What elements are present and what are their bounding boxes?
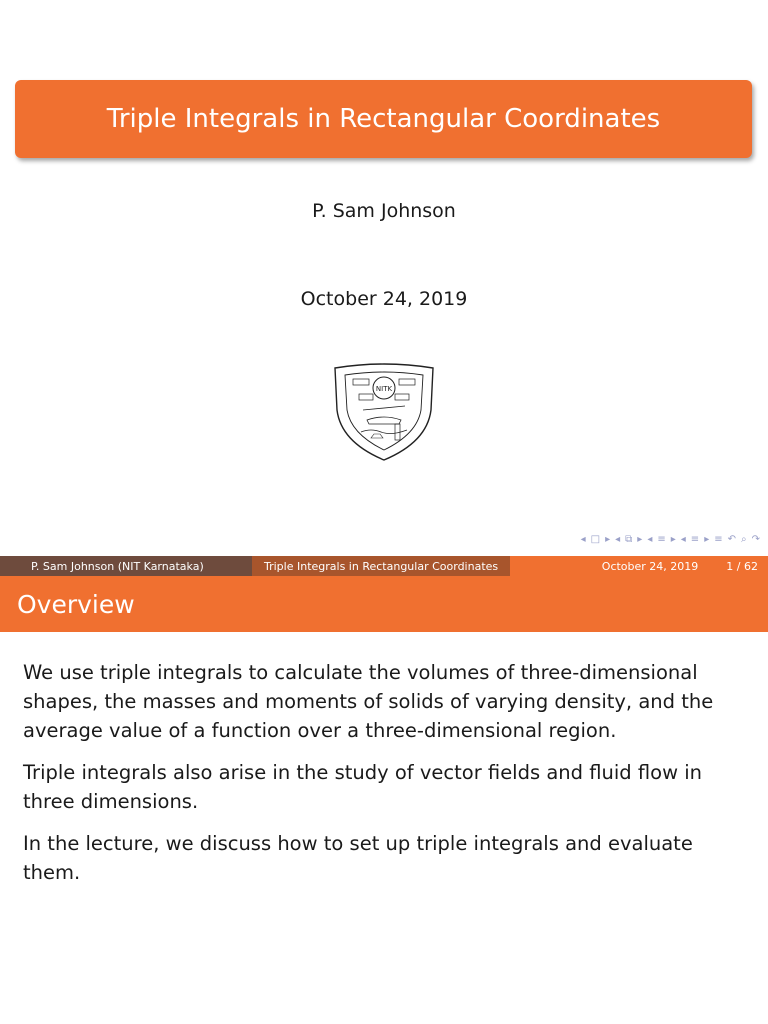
nav-align-icon[interactable]: ≡	[714, 534, 723, 545]
nav-right-icon[interactable]: ▸	[670, 534, 676, 545]
overview-slide	[0, 576, 768, 1024]
footer-date: October 24, 2019	[601, 559, 699, 573]
nav-right-icon[interactable]: ▸	[605, 534, 611, 545]
paragraph: In the lecture, we discuss how to set up triple integrals and evaluate them.	[23, 832, 693, 884]
nav-right-icon[interactable]: ▸	[637, 534, 643, 545]
nav-frame-icon[interactable]: □	[590, 534, 601, 545]
nav-right-icon[interactable]: ▸	[704, 534, 710, 545]
frame-title: Overview	[17, 589, 135, 619]
paragraph: Triple integrals also arise in the study of vector fields and fluid flow in three dimensions.	[23, 761, 702, 813]
presentation-title: Triple Integrals in Rectangular Coordinates	[106, 104, 661, 134]
beamer-navigation[interactable]	[581, 534, 760, 545]
page-number: 1 / 62	[726, 559, 758, 573]
nav-search-icon[interactable]: ⌕	[741, 534, 747, 545]
nav-left-icon[interactable]: ◂	[647, 534, 653, 545]
svg-text:NITK: NITK	[375, 385, 393, 393]
footer-title: Triple Integrals in Rectangular Coordinates	[264, 559, 499, 573]
nav-left-icon[interactable]: ◂	[615, 534, 621, 545]
footer-author: P. Sam Johnson (NIT Karnataka)	[31, 559, 204, 573]
presentation-date: October 24, 2019	[300, 288, 468, 310]
nav-subsection-icon[interactable]: ⧉	[625, 534, 633, 545]
nav-section-icon[interactable]: ≡	[657, 534, 666, 545]
nav-left-icon[interactable]: ◂	[580, 534, 586, 545]
nav-redo-icon[interactable]: ↷	[751, 534, 760, 545]
slide-body	[23, 658, 753, 900]
nitk-crest-icon	[331, 362, 437, 462]
frame-header	[0, 576, 768, 632]
paragraph: We use triple integrals to calculate the volumes of three-dimensional shapes, the masses and moments of solids of varying density, and the average value of a function over a three-dimensional region.	[23, 661, 714, 742]
nav-left-icon[interactable]: ◂	[680, 534, 686, 545]
nav-section-icon[interactable]: ≡	[690, 534, 700, 545]
title-banner	[15, 80, 752, 158]
slide-footer	[0, 556, 768, 576]
author-name: P. Sam Johnson	[312, 200, 456, 222]
nav-undo-icon[interactable]: ↶	[727, 534, 736, 545]
